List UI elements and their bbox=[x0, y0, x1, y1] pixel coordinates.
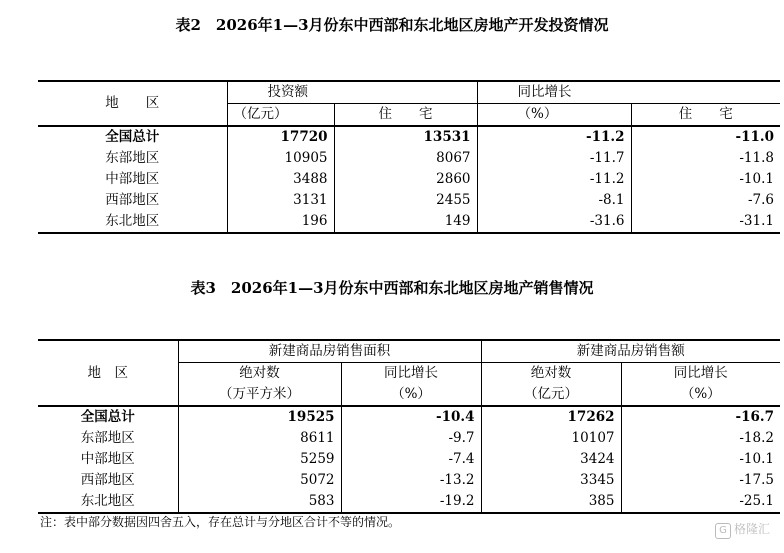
row-sales: 17262 bbox=[481, 406, 621, 428]
row-yoy: -11.2 bbox=[477, 169, 631, 190]
header-sales-yoy: 同比增长 bbox=[621, 363, 780, 385]
row-sales-yoy: -18.2 bbox=[621, 428, 780, 449]
row-yoy: -11.7 bbox=[477, 148, 631, 169]
table-row bbox=[38, 428, 780, 449]
row-region: 东北地区 bbox=[80, 493, 135, 509]
row-sales: 10107 bbox=[481, 428, 621, 449]
row-yoy-residential: -7.6 bbox=[631, 190, 780, 211]
row-residential: 2455 bbox=[334, 190, 477, 211]
row-area-yoy: -9.7 bbox=[341, 428, 481, 449]
investment-table bbox=[38, 80, 780, 234]
row-region: 东部地区 bbox=[105, 150, 160, 166]
row-region: 全国总计 bbox=[80, 409, 135, 425]
row-residential: 8067 bbox=[334, 148, 477, 169]
row-area-yoy: -10.4 bbox=[341, 406, 481, 428]
row-region: 中部地区 bbox=[105, 171, 160, 187]
row-residential: 13531 bbox=[334, 126, 477, 148]
row-sales-yoy: -10.1 bbox=[621, 449, 780, 470]
row-yoy-residential: -11.8 bbox=[631, 148, 780, 169]
row-investment: 3488 bbox=[227, 169, 334, 190]
row-residential: 2860 bbox=[334, 169, 477, 190]
header-area-yoy-unit: （%） bbox=[341, 384, 481, 406]
header-yoy-unit: （%） bbox=[477, 104, 631, 127]
header-investment: 投资额 bbox=[227, 81, 477, 104]
row-sales-yoy: -25.1 bbox=[621, 491, 780, 513]
row-investment: 196 bbox=[227, 211, 334, 233]
header-yoy-residential: 住 宅 bbox=[631, 104, 780, 127]
row-sales: 3345 bbox=[481, 470, 621, 491]
row-sales: 385 bbox=[481, 491, 621, 513]
watermark bbox=[715, 520, 770, 539]
header-area-unit: （万平方米） bbox=[178, 384, 341, 406]
header-sales-abs: 绝对数 bbox=[481, 363, 621, 385]
row-investment: 10905 bbox=[227, 148, 334, 169]
table2-title: 表2 2026年1—3月份东中西部和东北地区房地产开发投资情况 bbox=[175, 16, 609, 34]
watermark-logo-icon: G bbox=[715, 523, 731, 539]
table-row bbox=[38, 406, 780, 428]
header-residential: 住 宅 bbox=[334, 104, 477, 127]
header-sales-unit: （亿元） bbox=[481, 384, 621, 406]
row-yoy-residential: -10.1 bbox=[631, 169, 780, 190]
table-row bbox=[38, 470, 780, 491]
table-row bbox=[38, 169, 780, 190]
row-area-yoy: -13.2 bbox=[341, 470, 481, 491]
table-row bbox=[38, 449, 780, 470]
row-sales: 3424 bbox=[481, 449, 621, 470]
row-yoy-residential: -31.1 bbox=[631, 211, 780, 233]
table-row bbox=[38, 491, 780, 513]
row-region: 中部地区 bbox=[80, 451, 135, 467]
header-area-yoy: 同比增长 bbox=[341, 363, 481, 385]
row-yoy: -8.1 bbox=[477, 190, 631, 211]
row-area-yoy: -7.4 bbox=[341, 449, 481, 470]
watermark-text: 格隆汇 bbox=[733, 522, 770, 536]
row-area: 8611 bbox=[178, 428, 341, 449]
row-region: 全国总计 bbox=[105, 129, 160, 145]
footnote: 注：表中部分数据因四舍五入，存在总计与分地区合计不等的情况。 bbox=[40, 515, 401, 529]
row-area-yoy: -19.2 bbox=[341, 491, 481, 513]
header-yoy: 同比增长 bbox=[477, 81, 780, 104]
header-region: 地 区 bbox=[38, 81, 227, 126]
header-region: 地 区 bbox=[38, 340, 178, 406]
row-region: 西部地区 bbox=[105, 192, 160, 208]
row-yoy: -11.2 bbox=[477, 126, 631, 148]
row-region: 东北地区 bbox=[105, 213, 160, 229]
header-sales-yoy-unit: （%） bbox=[621, 384, 780, 406]
table-row bbox=[38, 126, 780, 148]
row-yoy: -31.6 bbox=[477, 211, 631, 233]
table-row bbox=[38, 190, 780, 211]
row-investment: 3131 bbox=[227, 190, 334, 211]
row-residential: 149 bbox=[334, 211, 477, 233]
row-area: 583 bbox=[178, 491, 341, 513]
row-area: 5072 bbox=[178, 470, 341, 491]
table-row bbox=[38, 211, 780, 233]
row-yoy-residential: -11.0 bbox=[631, 126, 780, 148]
sales-table bbox=[38, 339, 780, 514]
row-region: 西部地区 bbox=[80, 472, 135, 488]
row-sales-yoy: -17.5 bbox=[621, 470, 780, 491]
header-area-group: 新建商品房销售面积 bbox=[178, 340, 481, 363]
table-row bbox=[38, 148, 780, 169]
row-area: 5259 bbox=[178, 449, 341, 470]
header-area-abs: 绝对数 bbox=[178, 363, 341, 385]
row-investment: 17720 bbox=[227, 126, 334, 148]
header-investment-unit: （亿元） bbox=[227, 104, 334, 127]
table3-title: 表3 2026年1—3月份东中西部和东北地区房地产销售情况 bbox=[190, 279, 594, 297]
row-area: 19525 bbox=[178, 406, 341, 428]
row-sales-yoy: -16.7 bbox=[621, 406, 780, 428]
row-region: 东部地区 bbox=[80, 430, 135, 446]
header-sales-group: 新建商品房销售额 bbox=[481, 340, 780, 363]
